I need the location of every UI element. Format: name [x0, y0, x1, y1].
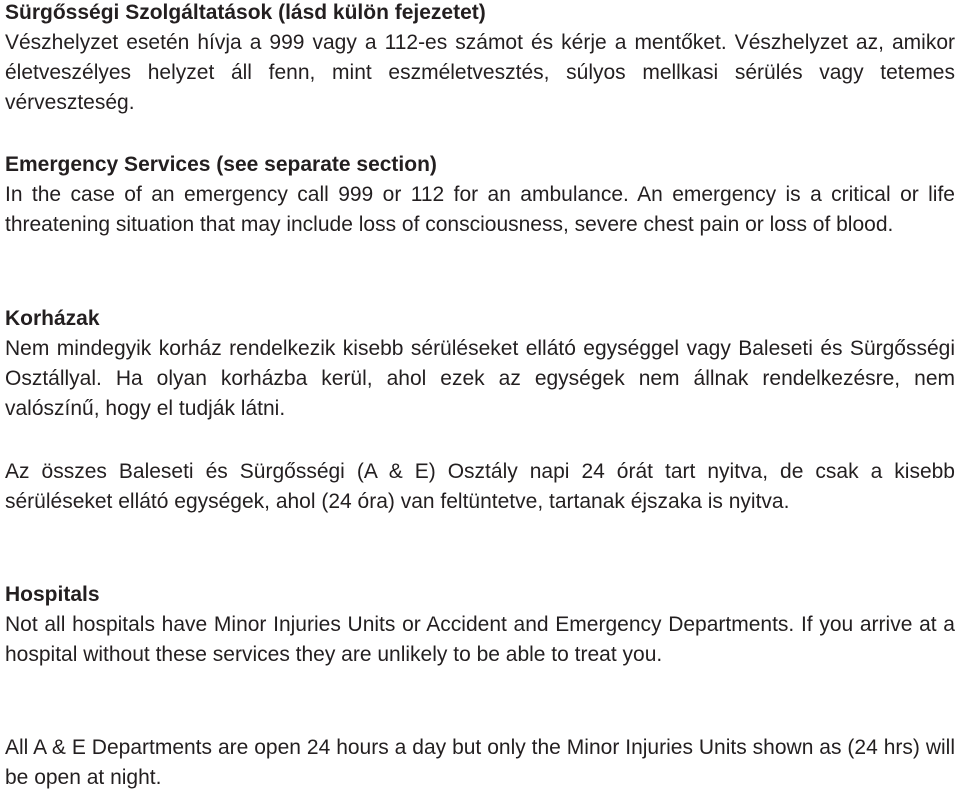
section-heading: Korházak	[5, 307, 100, 330]
section-paragraph: In the case of an emergency call 999 or 112 for an ambulance. An emergency is a critical or life threatening situation that may include loss of consciousness, severe chest pain or loss of blood.	[5, 183, 955, 236]
section-ae-opening-hu	[5, 457, 955, 517]
section-heading: Emergency Services (see separate section)	[5, 153, 437, 176]
section-hospitals-en	[5, 580, 955, 670]
section-paragraph: Vészhelyzet esetén hívja a 999 vagy a 112-es számot és kérje a mentőket. Vészhelyzet az, amikor életveszélyes helyzet áll fenn, mint eszméletvesztés, súlyos mellkasi sérülés vagy tetemes vérveszteség.	[5, 31, 955, 114]
section-hospitals-hu	[5, 304, 955, 424]
section-ae-opening-en	[5, 733, 955, 793]
section-paragraph: Nem mindegyik korház rendelkezik kisebb sérüléseket ellátó egységgel vagy Baleseti és Sürgősségi Osztállyal. Ha olyan korházba kerül, ahol ezek az egységek nem állnak rendelkezésre, nem valószínű, hogy el tudják látni.	[5, 337, 955, 420]
section-emergency-services-en	[5, 150, 955, 240]
section-heading: Hospitals	[5, 583, 100, 606]
section-paragraph: All A & E Departments are open 24 hours a day but only the Minor Injuries Units shown as (24 hrs) will be open at night.	[5, 736, 955, 789]
section-emergency-services-hu	[5, 0, 955, 118]
section-heading: Sürgősségi Szolgáltatások (lásd külön fejezetet)	[5, 1, 486, 24]
section-paragraph: Az összes Baleseti és Sürgősségi (A & E) Osztály napi 24 órát tart nyitva, de csak a kisebb sérüléseket ellátó egységek, ahol (24 óra) van feltüntetve, tartanak éjszaka is nyitva.	[5, 460, 955, 513]
section-paragraph: Not all hospitals have Minor Injuries Units or Accident and Emergency Departments. If you arrive at a hospital without these services they are unlikely to be able to treat you.	[5, 613, 955, 666]
